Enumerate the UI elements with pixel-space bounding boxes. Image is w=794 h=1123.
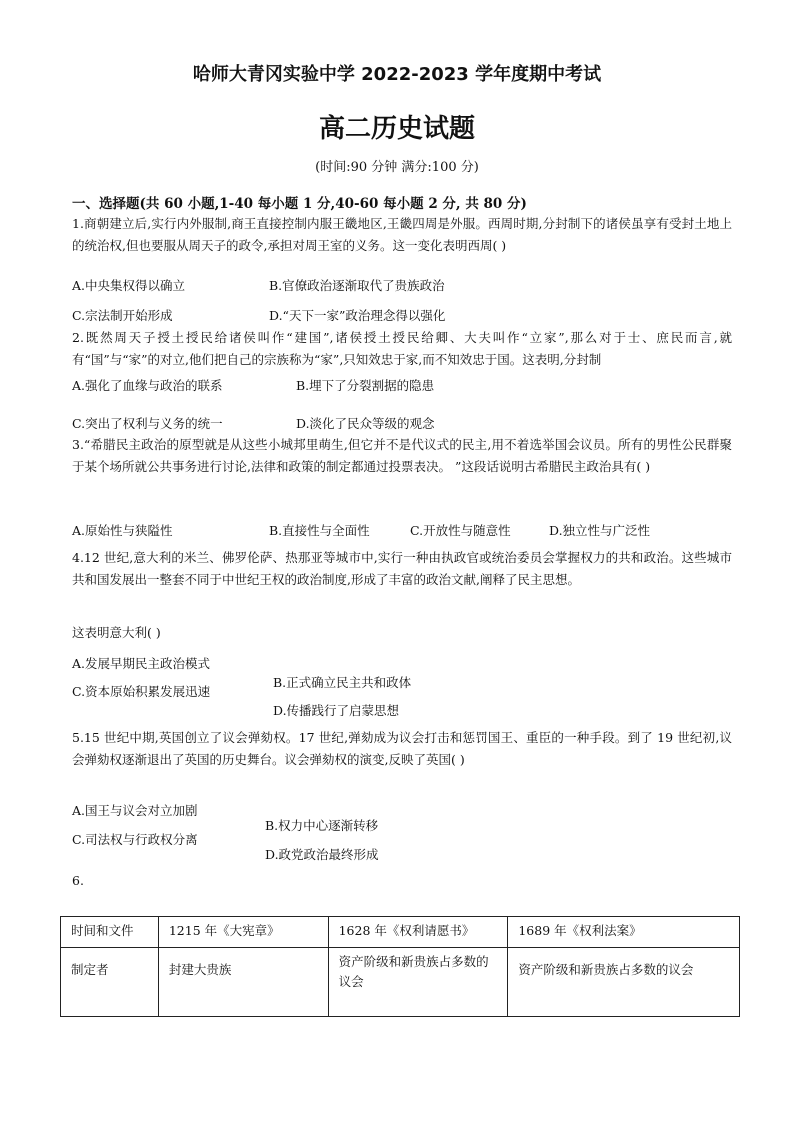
q5-option-c: C.司法权与行政权分离 [72,832,198,847]
q3-option-b: B.直接性与全面性 [269,523,370,538]
table-cell: 1215 年《大宪章》 [158,917,328,948]
section-heading: 一、选择题(共 60 小题,1-40 每小题 1 分,40-60 每小题 2 分, 共 80 分) [72,196,527,212]
q4-option-c: C.资本原始积累发展迅速 [72,684,211,699]
table-cell: 制定者 [61,948,159,1017]
q1-option-d: D.“天下一家”政治理念得以强化 [269,308,446,323]
q2-option-a: A.强化了血缘与政治的联系 [72,378,223,393]
question-6-number: 6. [72,873,84,888]
question-4-stem: 4.12 世纪,意大利的米兰、佛罗伦萨、热那亚等城市中,实行一种由执政官或统治委员会掌握权力的共和政治。这些城市共和国发展出一整套不同于中世纪王权的政治制度,形成了丰富的政治文献,阐释了民主思想。 [72,550,732,587]
table-cell: 时间和文件 [61,917,159,948]
q4-option-b: B.正式确立民主共和政体 [273,675,412,690]
q3-option-d: D.独立性与广泛性 [549,523,651,538]
q4-lead: 这表明意大利( ) [72,625,161,640]
q2-option-c: C.突出了权利与义务的统一 [72,416,223,431]
table-row [61,948,740,1017]
q1-option-a: A.中央集权得以确立 [72,278,186,293]
q5-option-d: D.政党政治最终形成 [265,847,379,862]
exam-meta: (时间:90 分钟 满分:100 分) [315,160,479,175]
q5-option-b: B.权力中心逐渐转移 [265,818,379,833]
q4-option-d: D.传播践行了启蒙思想 [273,703,400,718]
charter-table [60,916,740,1017]
q5-option-a: A.国王与议会对立加剧 [72,803,198,818]
q3-option-a: A.原始性与狭隘性 [72,523,173,538]
q2-option-b: B.埋下了分裂割据的隐患 [296,378,435,393]
question-5-stem: 5.15 世纪中期,英国创立了议会弹劾权。17 世纪,弹劾成为议会打击和惩罚国王、重臣的一种手段。到了 19 世纪初,议会弹劾权逐渐退出了英国的历史舞台。议会弹劾权的演变,反映了英国( ) [72,730,732,767]
question-1-stem: 1.商朝建立后,实行内外服制,商王直接控制内服王畿地区,王畿四周是外服。西周时期,分封制下的诸侯虽享有受封土地上的统治权,但也要服从周天子的政令,承担对周王室的义务。这一变化表明西周( ) [72,216,732,253]
table-cell: 1689 年《权利法案》 [508,917,740,948]
school-title: 哈师大青冈实验中学 2022-2023 学年度期中考试 [192,64,602,85]
question-2-stem: 2.既然周天子授土授民给诸侯叫作“建国”,诸侯授土授民给卿、大夫叫作“立家”,那么对于士、庶民而言,就有“国”与“家”的对立,他们把自己的宗族称为“家”,只知效忠于家,而不知效忠于国。这表明,分封制 [72,330,732,367]
table-cell: 1628 年《权利请愿书》 [328,917,508,948]
subject-title: 高二历史试题 [318,114,475,144]
table-cell: 资产阶级和新贵族占多数的议会 [508,948,740,1017]
q4-option-a: A.发展早期民主政治模式 [72,656,211,671]
table-row [61,917,740,948]
question-3-stem: 3.“希腊民主政治的原型就是从这些小城邦里萌生,但它并不是代议式的民主,用不着选举国会议员。所有的男性公民群聚于某个场所就公共事务进行讨论,法律和政策的制定都通过投票表决。 ”这段话说明古希腊民主政治具有( ) [72,437,732,474]
q3-option-c: C.开放性与随意性 [410,523,511,538]
table-cell: 资产阶级和新贵族占多数的议会 [328,948,508,1017]
q2-option-d: D.淡化了民众等级的观念 [296,416,435,431]
table-cell: 封建大贵族 [158,948,328,1017]
q1-option-b: B.官僚政治逐渐取代了贵族政治 [269,278,445,293]
q1-option-c: C.宗法制开始形成 [72,308,173,323]
